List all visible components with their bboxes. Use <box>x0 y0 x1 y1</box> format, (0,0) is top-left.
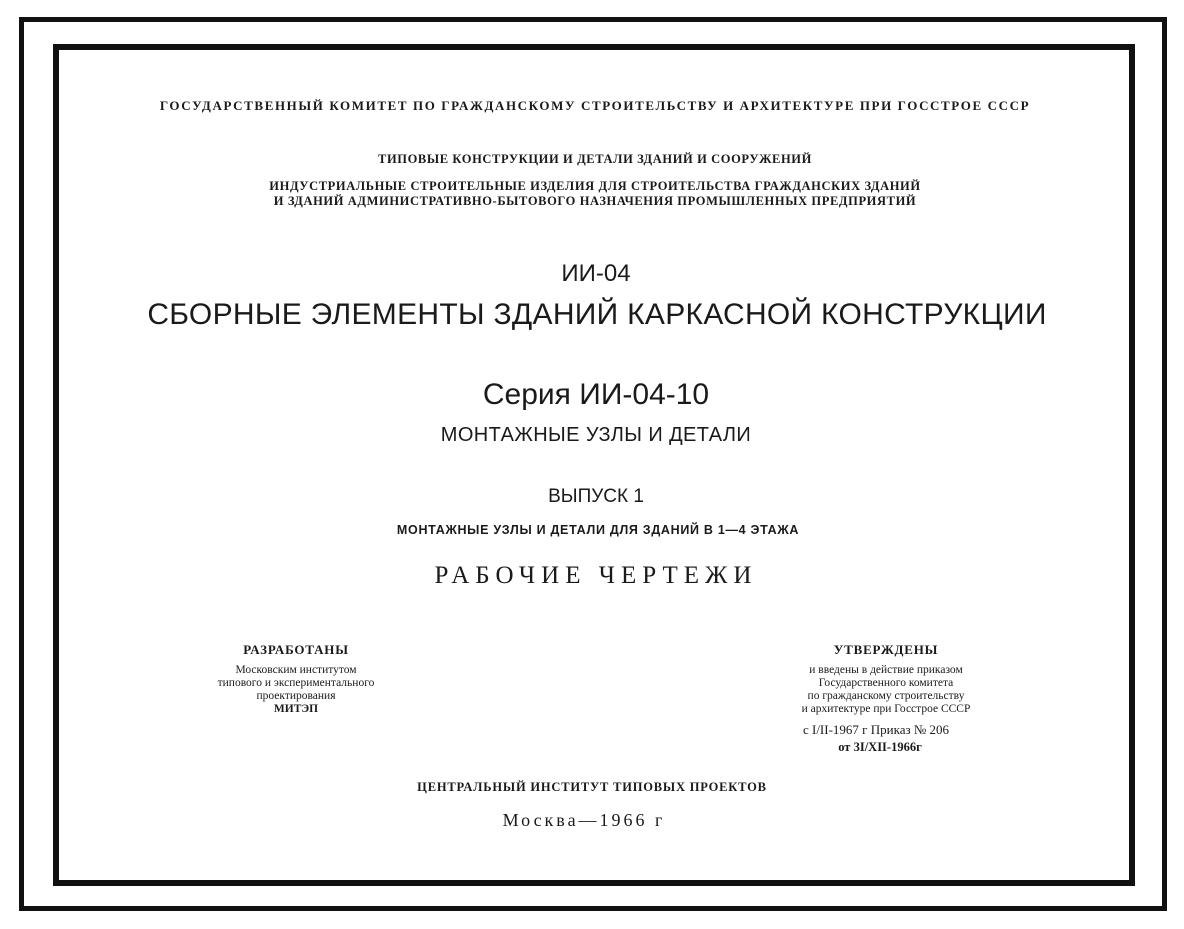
developed-line: Московским институтом <box>235 664 357 676</box>
issue-title: МОНТАЖНЫЕ УЗЛЫ И ДЕТАЛИ ДЛЯ ЗДАНИЙ В 1—4 ЭТАЖА <box>396 523 800 537</box>
series-number: Серия ИИ-04-10 <box>482 378 710 411</box>
drawings-label: РАБОЧИЕ ЧЕРТЕЖИ <box>434 562 758 589</box>
city-year: Москва—1966 г <box>502 810 666 830</box>
series-description: ТИПОВЫЕ КОНСТРУКЦИИ И ДЕТАЛИ ЗДАНИЙ И СООРУЖЕНИЙ <box>378 152 812 166</box>
products-line-2: И ЗДАНИЙ АДМИНИСТРАТИВНО-БЫТОВОГО НАЗНАЧЕНИЯ ПРОМЫШЛЕННЫХ ПРЕДПРИЯТИЙ <box>273 194 917 208</box>
committee-heading: ГОСУДАРСТВЕННЫЙ КОМИТЕТ ПО ГРАЖДАНСКОМУ СТРОИТЕЛЬСТВУ И АРХИТЕКТУРЕ ПРИ ГОССТРОЕ СССР <box>159 98 1031 113</box>
developed-line: типового и экспериментального <box>217 677 375 689</box>
approved-line: по гражданскому строительству <box>807 690 965 702</box>
issue-number: ВЫПУСК 1 <box>548 486 644 507</box>
document-code: ИИ-04 <box>561 260 631 287</box>
order-number: с I/II-1967 г Приказ № 206 <box>802 722 950 737</box>
approved-line: и введены в действие приказом <box>809 664 963 676</box>
approved-heading: УТВЕРЖДЕНЫ <box>833 642 939 657</box>
series-title: МОНТАЖНЫЕ УЗЛЫ И ДЕТАЛИ <box>440 424 752 446</box>
institute-name: ЦЕНТРАЛЬНЫЙ ИНСТИТУТ ТИПОВЫХ ПРОЕКТОВ <box>417 780 767 794</box>
approved-line: Государственного комитета <box>818 677 954 689</box>
developer-name: МИТЭП <box>273 703 319 715</box>
developed-line: проектирования <box>256 690 336 702</box>
main-title: СБОРНЫЕ ЭЛЕМЕНТЫ ЗДАНИЙ КАРКАСНОЙ КОНСТРУКЦИИ <box>147 298 1047 331</box>
order-date: от 3I/XII-1966г <box>838 740 922 754</box>
products-line-1: ИНДУСТРИАЛЬНЫЕ СТРОИТЕЛЬНЫЕ ИЗДЕЛИЯ ДЛЯ СТРОИТЕЛЬСТВА ГРАЖДАНСКИХ ЗДАНИЙ <box>269 179 921 193</box>
approved-line: и архитектуре при Госстрое СССР <box>801 703 971 715</box>
inner-border <box>53 44 1135 886</box>
developed-heading: РАЗРАБОТАНЫ <box>243 642 349 657</box>
